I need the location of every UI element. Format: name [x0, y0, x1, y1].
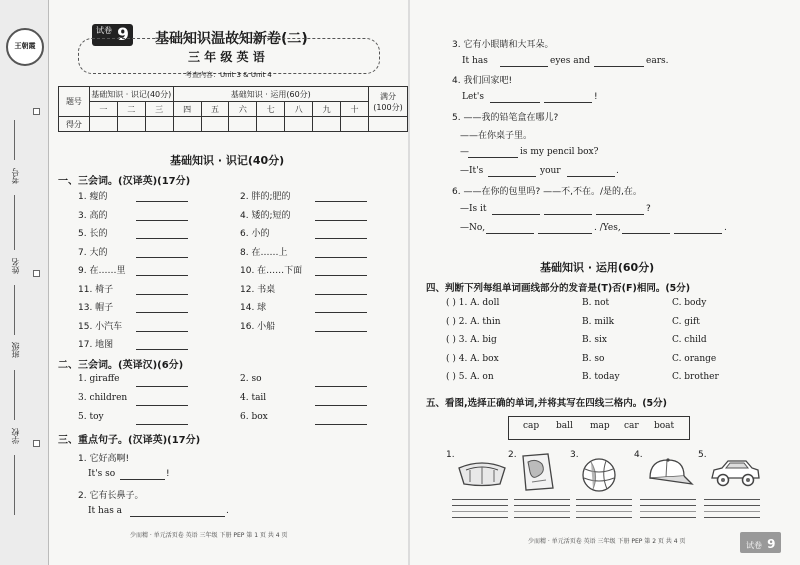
vocab-prompt: 7. 大的 [78, 247, 108, 258]
picture-number: 5. [698, 450, 707, 460]
answer-blank[interactable] [136, 386, 188, 387]
vocab-prompt: 4. 矮的;短的 [240, 210, 291, 221]
grid-line [452, 517, 508, 518]
sentence-text: eyes and [550, 56, 591, 66]
answer-blank[interactable] [136, 424, 188, 425]
col-header: 二 [117, 102, 145, 117]
score-cell[interactable] [201, 117, 229, 132]
phonics-option: C. gift [672, 316, 700, 327]
car-icon [708, 456, 762, 494]
phonics-option: C. child [672, 335, 707, 345]
grid-line [576, 511, 632, 512]
phonics-item: ( ) 2. A. thin [446, 316, 501, 327]
answer-blank[interactable] [315, 312, 367, 313]
vocab-prompt: 5. toy [78, 412, 104, 422]
grid-line [576, 517, 632, 518]
vocab-prompt: 17. 地图 [78, 340, 114, 350]
corner-badge: 试卷 9 [740, 532, 781, 553]
answer-blank[interactable] [468, 157, 518, 158]
word-bank-word: cap [523, 421, 540, 431]
divider-line [14, 370, 15, 420]
vocab-prompt: 8. 在……上 [240, 247, 288, 258]
score-row-label: 得分 [59, 117, 90, 132]
score-cell[interactable] [341, 117, 369, 132]
phonics-option: B. milk [582, 316, 615, 327]
score-cell[interactable] [313, 117, 341, 132]
picture-number: 2. [508, 450, 517, 460]
exam-scope: 考查内容：Unit 3 & Unit 4 [185, 71, 272, 79]
answer-blank[interactable] [315, 424, 367, 425]
word-bank-word: boat [654, 421, 675, 431]
picture-number: 1. [446, 450, 455, 460]
picture-number: 4. [634, 450, 643, 460]
group2-header: 基础知识 · 运用(60分) [173, 87, 368, 102]
total-header: 满分 (100分) [368, 87, 407, 117]
score-cell[interactable] [257, 117, 285, 132]
sentence-text: ears. [646, 56, 669, 66]
col-header: 九 [313, 102, 341, 117]
section-heading-memory: 基础知识 · 识记(40分) [170, 154, 285, 167]
answer-blank[interactable] [594, 66, 644, 67]
word-bank-word: map [590, 421, 610, 431]
exam-no-label: 考号 [11, 168, 20, 184]
col-header: 五 [201, 102, 229, 117]
section-heading-usage: 基础知识 · 运用(60分) [540, 261, 655, 274]
binding-hole [33, 440, 40, 447]
part1-title: 一、三会词。(汉译英)(17分) [58, 176, 191, 187]
vocab-prompt: 3. 高的 [78, 210, 108, 221]
vocab-prompt: 5. 长的 [78, 229, 108, 239]
vocab-prompt: 1. giraffe [78, 374, 120, 384]
answer-blank[interactable] [538, 233, 592, 234]
sentence-text: ! [166, 469, 170, 479]
grid-line [576, 499, 632, 500]
page-footer-right: 少而精 · 单元活页卷 英语 三年级 下册 PEP 第 2 页 共 4 页 [528, 538, 686, 545]
grid-line [452, 505, 508, 506]
col-header: 三 [145, 102, 173, 117]
vocab-prompt: 2. 胖的;肥的 [240, 192, 291, 202]
vocab-prompt: 10. 在……下面 [240, 266, 303, 276]
vocab-prompt: 4. tail [240, 393, 267, 403]
four-line-grid[interactable] [640, 499, 696, 521]
class-label: 班级 [11, 342, 20, 358]
phonics-option: B. so [582, 353, 605, 364]
grid-line [514, 511, 570, 512]
answer-blank[interactable] [315, 201, 367, 202]
answer-blank[interactable] [120, 479, 165, 480]
answer-blank[interactable] [136, 294, 188, 295]
grid-line [704, 517, 760, 518]
score-table [58, 86, 408, 132]
sentence-text: is my pencil box? [520, 147, 599, 157]
sentence-text: —No, [460, 223, 486, 233]
answer-blank[interactable] [136, 220, 188, 221]
sentence-text: . /Yes, [594, 223, 621, 233]
score-cell[interactable] [285, 117, 313, 132]
col-header: 七 [257, 102, 285, 117]
vocab-prompt: 1. 瘦的 [78, 192, 108, 202]
sentence-text: Let's [462, 92, 485, 102]
part2-title: 二、三会词。(英译汉)(6分) [58, 360, 184, 371]
picture-number: 3. [570, 450, 579, 460]
sentence-text: It has [462, 56, 488, 66]
score-cell[interactable] [89, 117, 117, 132]
grid-line [514, 499, 570, 500]
binding-hole [33, 108, 40, 115]
grid-line [704, 499, 760, 500]
col-header: 十 [341, 102, 369, 117]
sentence-prompt: 3. 它有小眼睛和大耳朵。 [452, 40, 554, 50]
col-header: 一 [89, 102, 117, 117]
binding-hole [33, 270, 40, 277]
four-line-grid[interactable] [514, 499, 570, 521]
question-no-header: 题号 [59, 87, 90, 117]
sentence-prompt: 1. 它好高啊! [78, 454, 130, 464]
sentence-text: —Is it [460, 204, 487, 214]
answer-blank[interactable] [136, 257, 188, 258]
vocab-prompt: 14. 球 [240, 303, 267, 313]
answer-blank[interactable] [492, 214, 540, 215]
score-cell[interactable] [229, 117, 257, 132]
answer-blank[interactable] [596, 214, 644, 215]
col-header: 六 [229, 102, 257, 117]
sentence-text: —It's [460, 166, 484, 176]
answer-blank[interactable] [130, 516, 225, 517]
phonics-option: B. today [582, 372, 620, 382]
score-cell[interactable] [117, 117, 145, 132]
publisher-logo: 王朝霞 [6, 28, 44, 66]
answer-blank[interactable] [486, 233, 534, 234]
score-cell[interactable] [368, 117, 407, 132]
answer-blank[interactable] [136, 275, 188, 276]
grid-line [576, 505, 632, 506]
sentence-prompt: 5. ——我的铅笔盒在哪儿? [452, 113, 559, 123]
sentence-prompt: 6. ——在你的包里吗? ——不,不在。/是的,在。 [452, 187, 642, 197]
vocab-prompt: 12. 书桌 [240, 284, 276, 295]
vocab-prompt: 16. 小船 [240, 321, 276, 332]
divider-line [14, 120, 15, 160]
answer-blank[interactable] [315, 220, 367, 221]
vocab-prompt: 11. 椅子 [78, 284, 114, 295]
sentence-text: your [540, 166, 561, 176]
phonics-option: C. orange [672, 353, 717, 364]
sentence-prompt: ——在你桌子里。 [460, 131, 533, 141]
answer-blank[interactable] [136, 201, 188, 202]
answer-blank[interactable] [315, 238, 367, 239]
boat-icon [456, 456, 508, 492]
word-bank-word: car [624, 421, 639, 431]
ball-icon [580, 456, 618, 498]
answer-blank[interactable] [136, 349, 188, 350]
answer-blank[interactable] [315, 275, 367, 276]
phonics-item: ( ) 3. A. big [446, 335, 497, 345]
four-line-grid[interactable] [704, 499, 760, 521]
grid-line [704, 511, 760, 512]
vocab-prompt: 3. children [78, 393, 128, 403]
answer-blank[interactable] [315, 257, 367, 258]
vocab-prompt: 9. 在……里 [78, 266, 126, 276]
answer-blank[interactable] [622, 233, 670, 234]
cap-icon [644, 456, 694, 494]
paper-title: 基础知识温故知新卷(二) [155, 31, 308, 47]
phonics-option: C. brother [672, 372, 719, 382]
col-header: 四 [173, 102, 201, 117]
phonics-item: ( ) 1. A. doll [446, 298, 500, 308]
vocab-prompt: 13. 帽子 [78, 303, 114, 313]
paper-number-badge: $^{试卷}$ 9 [92, 24, 133, 46]
vocab-prompt: 6. box [240, 412, 268, 422]
answer-blank[interactable] [544, 214, 592, 215]
map-icon [518, 452, 558, 496]
score-cell[interactable] [145, 117, 173, 132]
four-line-grid[interactable] [452, 499, 508, 521]
vocab-prompt: 15. 小汽车 [78, 321, 123, 332]
word-bank-word: ball [556, 421, 573, 431]
answer-blank[interactable] [488, 176, 536, 177]
answer-blank[interactable] [674, 233, 722, 234]
score-cell[interactable] [173, 117, 201, 132]
col-header: 八 [285, 102, 313, 117]
grid-line [704, 505, 760, 506]
part3-title: 三、重点句子。(汉译英)(17分) [58, 435, 201, 446]
grid-line [640, 511, 696, 512]
answer-blank[interactable] [136, 238, 188, 239]
answer-blank[interactable] [315, 294, 367, 295]
answer-blank[interactable] [136, 405, 188, 406]
divider-line [14, 285, 15, 335]
answer-blank[interactable] [136, 331, 188, 332]
vocab-prompt: 2. so [240, 374, 262, 384]
sentence-text: ? [646, 204, 651, 214]
answer-blank[interactable] [500, 66, 548, 67]
paper-subtitle: 三 年 级 英 语 [188, 50, 265, 64]
grid-line [514, 517, 570, 518]
grid-line [452, 499, 508, 500]
sentence-prompt: 4. 我们回家吧! [452, 76, 513, 86]
page-footer-left: 少而精 · 单元活页卷 英语 三年级 下册 PEP 第 1 页 共 4 页 [130, 532, 288, 539]
phonics-item: ( ) 5. A. on [446, 372, 494, 382]
phonics-item: ( ) 4. A. box [446, 353, 499, 364]
sentence-text: It's so [88, 469, 116, 479]
group1-header: 基础知识 · 识记(40分) [89, 87, 173, 102]
four-line-grid[interactable] [576, 499, 632, 521]
answer-blank[interactable] [315, 386, 367, 387]
answer-blank[interactable] [315, 331, 367, 332]
sentence-text: . [724, 223, 727, 233]
grid-line [640, 517, 696, 518]
grid-line [514, 505, 570, 506]
grid-line [640, 499, 696, 500]
phonics-option: B. not [582, 298, 610, 308]
sentence-text: — [460, 147, 469, 157]
sentence-text: It has a [88, 506, 123, 516]
answer-blank[interactable] [136, 312, 188, 313]
grid-line [452, 511, 508, 512]
part4-title: 四、判断下列每组单词画线部分的发音是(T)否(F)相同。(5分) [426, 283, 691, 294]
divider-line [14, 195, 15, 250]
phonics-option: B. six [582, 335, 607, 345]
sentence-text: . [226, 506, 229, 516]
vocab-prompt: 6. 小的 [240, 229, 270, 239]
divider-line [14, 455, 15, 515]
grid-line [640, 505, 696, 506]
binding-strip [0, 0, 49, 565]
answer-blank[interactable] [544, 102, 592, 103]
name-label: 姓名 [11, 258, 20, 274]
answer-blank[interactable] [315, 405, 367, 406]
right-page [410, 0, 800, 565]
sentence-prompt: 2. 它有长鼻子。 [78, 491, 144, 501]
answer-blank[interactable] [490, 102, 540, 103]
answer-blank[interactable] [567, 176, 615, 177]
sentence-text: ! [594, 92, 598, 102]
phonics-option: C. body [672, 298, 707, 308]
sentence-text: . [616, 166, 619, 176]
school-label: 学校 [11, 428, 20, 444]
part5-title: 五、看图,选择正确的单词,并将其写在四线三格内。(5分) [426, 398, 668, 409]
